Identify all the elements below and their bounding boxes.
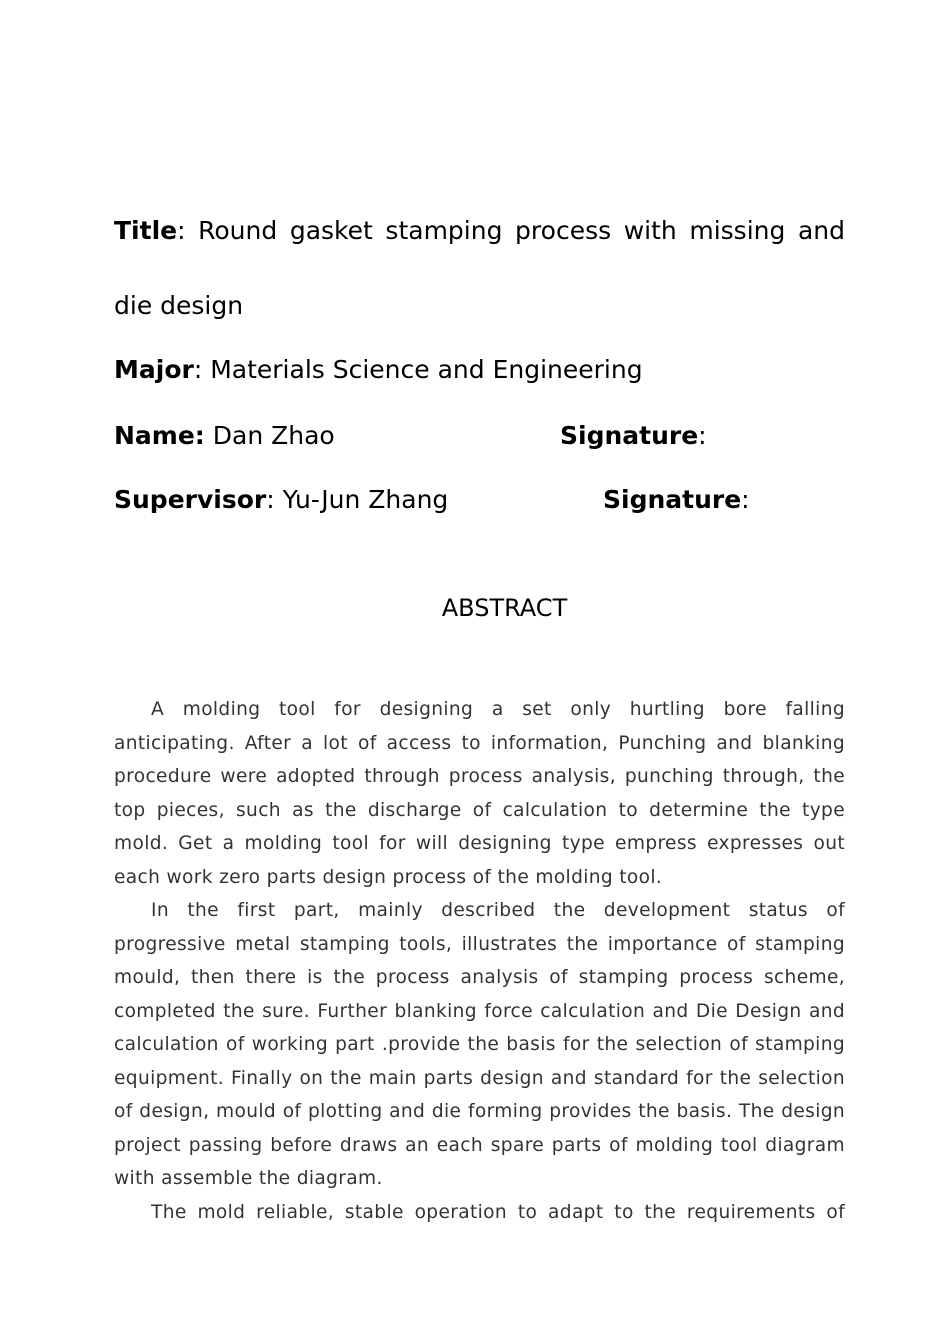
major-separator: :: [193, 355, 211, 384]
supervisor-signature: [603, 485, 750, 515]
supervisor-signature-label: Signature: [603, 485, 742, 514]
title-label: Title: [114, 216, 178, 245]
supervisor-label: Supervisor: [114, 485, 267, 514]
supervisor-signature-separator: :: [741, 485, 750, 514]
name-value: Dan Zhao: [204, 421, 335, 450]
major-line: [114, 355, 845, 385]
name-label: Name:: [114, 421, 205, 450]
title-line-1: [114, 216, 845, 246]
name-signature-label: Signature: [560, 421, 699, 450]
title-line-2: [114, 291, 845, 321]
name-signature: [560, 421, 707, 451]
title-text-line-1: Round gasket stamping process with missing and: [198, 216, 845, 245]
abstract-paragraph-3: The mold reliable, stable operation to adapt to the requirements of: [151, 1201, 845, 1223]
major-label: Major: [114, 355, 194, 384]
name-line: [114, 421, 845, 451]
supervisor-value: Yu-Jun Zhang: [282, 485, 449, 514]
abstract-paragraph-2: In the first part, mainly described the development status of progressive metal stamping tools, illustrates the importance of stamping mould, then there is the process analysis of stamping process scheme, completed the sure. Further blanking force calculation and Die Design and calculation of working part .provide the basis for the selection of stamping equipment. Finally on the main parts design and standard for the selection of design, mould of plotting and die forming provides the basis. The design project passing before draws an each spare parts of molding tool diagram with assemble the diagram.: [114, 900, 845, 1189]
title-separator: :: [177, 216, 199, 245]
abstract-heading: ABSTRACT: [441, 594, 568, 622]
supervisor-separator: :: [266, 485, 283, 514]
abstract-paragraph-1: A molding tool for designing a set only hurtling bore falling anticipating. After a lot of access to information, Punching and blanking procedure were adopted through process analysis, punching through, the top pieces, such as the discharge of calculation to determine the type mold. Get a molding tool for will designing type empress expresses out each work zero parts design process of the molding tool.: [114, 699, 845, 888]
title-text-line-2: die design: [114, 291, 244, 320]
major-value: Materials Science and Engineering: [210, 355, 643, 384]
abstract-body: [114, 693, 845, 1229]
name-signature-separator: :: [698, 421, 707, 450]
